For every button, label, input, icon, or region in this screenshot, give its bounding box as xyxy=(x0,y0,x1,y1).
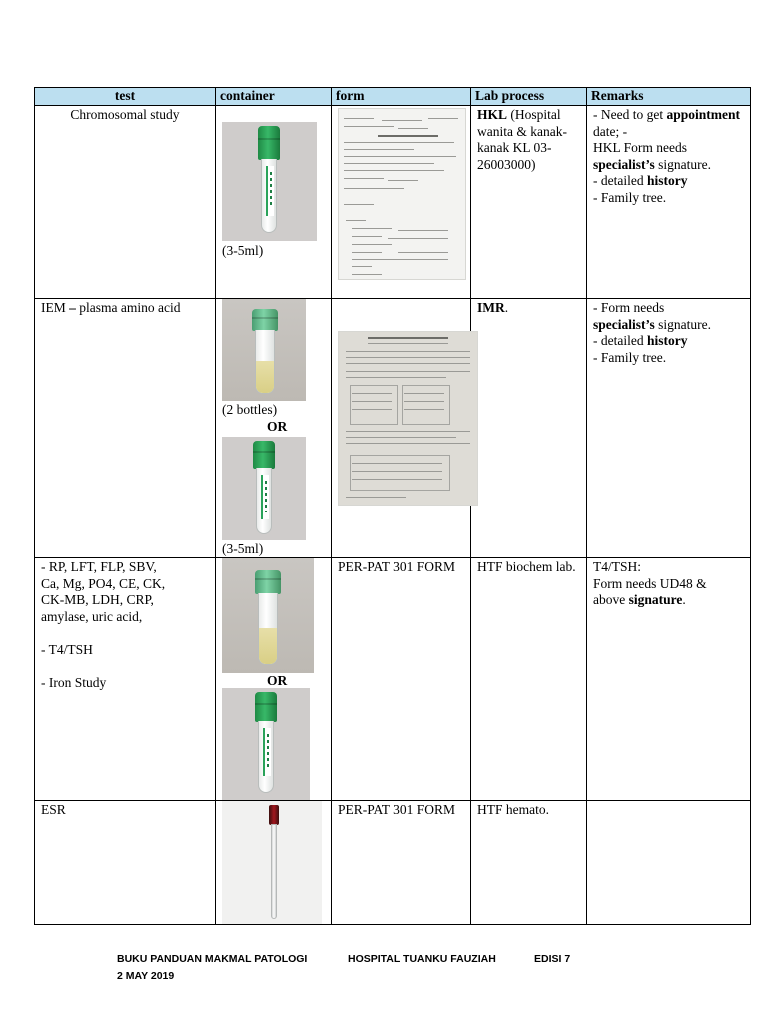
remarks-bold: history xyxy=(646,173,688,188)
form-cell: PER-PAT 301 FORM xyxy=(332,801,471,925)
tube-cap xyxy=(258,126,280,160)
test-name: CK-MB, LDH, CRP, xyxy=(41,592,154,607)
remarks-text: - Family tree. xyxy=(593,349,667,365)
table-row xyxy=(35,106,751,299)
green-tube-photo xyxy=(222,437,306,540)
remarks-text: T4/TSH: xyxy=(593,559,642,574)
green-tube-photo xyxy=(222,688,310,800)
container-cell xyxy=(216,801,332,925)
test-name: ESR xyxy=(41,802,66,817)
form-cell xyxy=(332,299,471,558)
remarks-text: signature. xyxy=(654,156,711,172)
remarks-cell xyxy=(587,106,751,299)
tube-cap xyxy=(255,570,281,594)
page-footer xyxy=(117,951,570,985)
lab-process-detail: . xyxy=(504,300,509,315)
test-name: - RP, LFT, FLP, SBV, xyxy=(41,559,157,574)
imr-form-image xyxy=(338,331,478,506)
remarks-bold: specialist’s xyxy=(593,316,655,332)
remarks-text: signature. xyxy=(654,316,711,332)
remarks-text: above xyxy=(593,592,629,607)
tube-cap xyxy=(252,309,278,331)
plasma-sample xyxy=(259,628,277,664)
table-row xyxy=(35,558,751,801)
remarks-text: - detailed xyxy=(593,173,647,188)
test-name: Chromosomal study xyxy=(70,107,180,122)
test-name: Ca, Mg, PO4, CE, CK, xyxy=(41,575,166,591)
test-cell xyxy=(35,299,216,558)
container-volume: (3-5ml) xyxy=(222,243,264,258)
header-container: container xyxy=(216,88,332,106)
table-row xyxy=(35,801,751,925)
hkl-form-image xyxy=(338,108,466,280)
test-name: - T4/TSH xyxy=(41,641,93,657)
remarks-bold: history xyxy=(646,333,688,348)
plasma-tube-photo xyxy=(222,558,314,673)
header-form: form xyxy=(332,88,471,106)
container-cell xyxy=(216,558,332,801)
tube-label xyxy=(261,475,269,519)
green-tube-photo xyxy=(222,122,317,241)
table-row xyxy=(35,299,751,558)
footer-edition: EDISI 7 xyxy=(534,953,571,965)
esr-tube-photo xyxy=(222,801,322,924)
tube-body xyxy=(271,824,277,919)
tube-label xyxy=(263,728,271,776)
test-name: IEM xyxy=(41,300,70,315)
test-name: plasma amino acid xyxy=(75,300,181,315)
remarks-text: - Form needs xyxy=(593,300,665,315)
remarks-cell xyxy=(587,558,751,801)
header-lab-process: Lab process xyxy=(471,88,587,106)
remarks-cell xyxy=(587,801,751,925)
remarks-text: Form needs UD48 & xyxy=(593,575,707,591)
plasma-sample xyxy=(256,361,274,393)
test-cell xyxy=(35,558,216,801)
remarks-bold: specialist’s xyxy=(593,156,655,172)
tube-cap xyxy=(255,692,277,722)
container-volume: (2 bottles) xyxy=(222,402,278,417)
lab-process-detail: (Hospital wanita & kanak-kanak KL 03-26003000) xyxy=(477,107,567,172)
form-cell: PER-PAT 301 FORM xyxy=(332,558,471,801)
lab-name-bold: IMR xyxy=(477,300,505,315)
container-cell xyxy=(216,299,332,558)
tube-cap xyxy=(253,441,275,469)
remarks-bold: signature xyxy=(628,592,683,607)
remarks-text: date; - xyxy=(593,123,628,139)
footer-book: BUKU PANDUAN MAKMAL PATOLOGI xyxy=(117,953,308,965)
footer-date: 2 MAY 2019 xyxy=(117,970,175,982)
container-cell xyxy=(216,106,332,299)
plasma-tube-photo xyxy=(222,299,306,401)
lab-process-cell: HTF hemato. xyxy=(471,801,587,925)
tube-cap xyxy=(269,805,279,825)
lab-test-table xyxy=(34,87,751,925)
lab-process-cell xyxy=(471,106,587,299)
test-dash: – xyxy=(69,300,76,315)
remarks-bold: appointment xyxy=(666,107,740,122)
remarks-text: - detailed xyxy=(593,333,647,348)
header-remarks: Remarks xyxy=(587,88,751,106)
form-cell xyxy=(332,106,471,299)
tube-label xyxy=(266,166,274,216)
test-cell xyxy=(35,801,216,925)
header-test: test xyxy=(35,88,216,106)
remarks-text: . xyxy=(682,592,686,607)
test-name: amylase, uric acid, xyxy=(41,608,143,624)
or-label: OR xyxy=(267,673,288,688)
remarks-cell xyxy=(587,299,751,558)
test-cell xyxy=(35,106,216,299)
lab-name-bold: HKL xyxy=(477,107,508,122)
remarks-text: HKL Form needs xyxy=(593,140,687,155)
container-volume: (3-5ml) xyxy=(222,541,264,556)
header-row xyxy=(35,88,751,106)
remarks-text: - Need to get xyxy=(593,107,667,122)
lab-process-cell: HTF biochem lab. xyxy=(471,558,587,801)
or-label: OR xyxy=(267,419,288,434)
test-name: - Iron Study xyxy=(41,674,107,690)
lab-process-cell xyxy=(471,299,587,558)
footer-hospital: HOSPITAL TUANKU FAUZIAH xyxy=(348,953,496,965)
remarks-text: - Family tree. xyxy=(593,189,667,205)
